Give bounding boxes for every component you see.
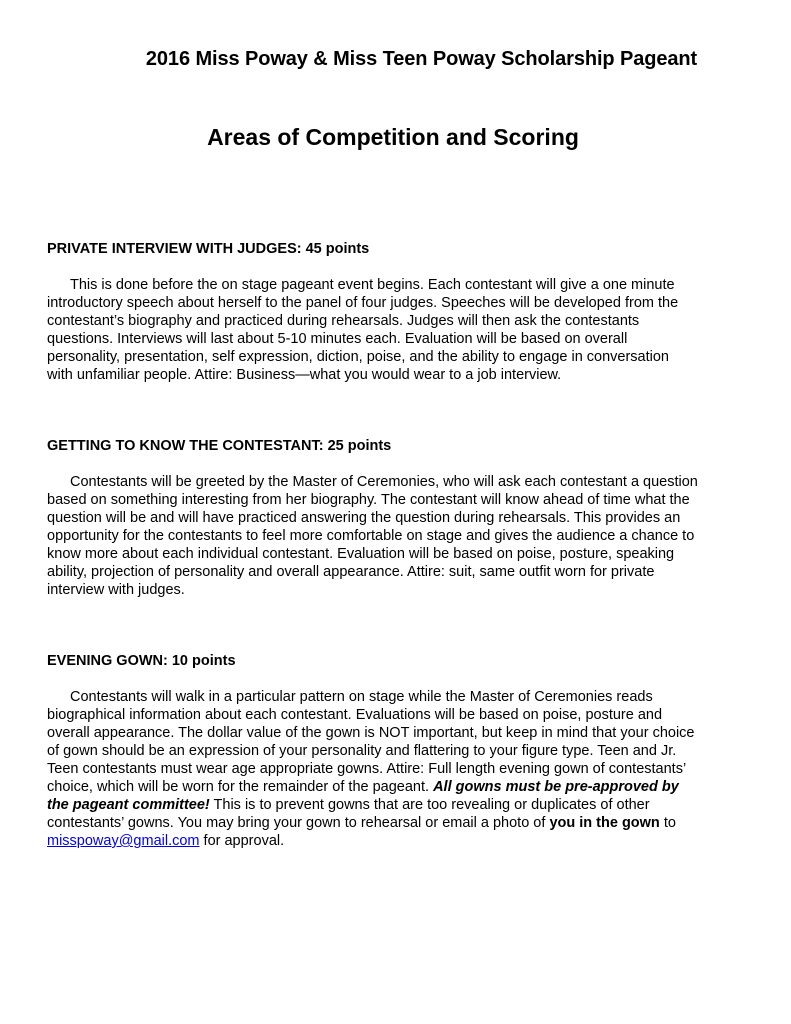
paragraph-line: contestant’s biography and practiced during rehearsals. Judges will then ask the contestants [47, 313, 640, 329]
section-body-getting-to-know [47, 473, 747, 599]
email-link[interactable]: misspoway@gmail.com [47, 833, 200, 849]
paragraph-line: question will be and will have practiced answering the question during rehearsals. This provides an [47, 510, 681, 526]
paragraph-line [47, 778, 747, 796]
emphasis-text: All gowns must be pre-approved by [433, 779, 679, 795]
paragraph-line [47, 796, 747, 814]
paragraph-line: with unfamiliar people. Attire: Business—what you would wear to a job interview. [47, 367, 562, 383]
paragraph-line [47, 832, 747, 850]
paragraph-line: introductory speech about herself to the panel of four judges. Speeches will be developed from the [47, 295, 679, 311]
paragraph-line: questions. Interviews will last about 5-10 minutes each. Evaluation will be based on overall [47, 331, 628, 347]
paragraph-line: overall appearance. The dollar value of the gown is NOT important, but keep in mind that your choice [47, 725, 695, 741]
text-run: choice, which will be worn for the remainder of the pageant. [47, 779, 434, 795]
paragraph-line: opportunity for the contestants to feel more comfortable on stage and gives the audience a chance to [47, 528, 695, 544]
text-run: This is to prevent gowns that are too revealing or duplicates of other [209, 797, 650, 813]
section-body-private-interview [47, 276, 747, 384]
emphasis-text: the pageant committee! [47, 797, 210, 813]
paragraph-line: personality, presentation, self expression, diction, poise, and the ability to engage in conversation [47, 349, 669, 365]
paragraph-line: know more about each individual contestant. Evaluation will be based on poise, posture, speaking [47, 546, 675, 562]
paragraph-line: This is done before the on stage pageant event begins. Each contestant will give a one minute [70, 277, 675, 293]
section-body-evening-gown [47, 688, 747, 850]
section-heading-getting-to-know: GETTING TO KNOW THE CONTESTANT: 25 points [47, 438, 392, 454]
paragraph-line [47, 814, 747, 832]
document-title: 2016 Miss Poway & Miss Teen Poway Scholarship Pageant [145, 48, 698, 70]
paragraph-line: of gown should be an expression of your personality and flattering to your figure type. Teen and Jr. [47, 743, 677, 759]
paragraph-line: interview with judges. [47, 582, 185, 598]
section-heading-evening-gown: EVENING GOWN: 10 points [47, 653, 236, 669]
document-subtitle: Areas of Competition and Scoring [207, 124, 579, 150]
paragraph-line: Contestants will walk in a particular pattern on stage while the Master of Ceremonies reads [70, 689, 653, 705]
paragraph-line: Teen contestants must wear age appropriate gowns. Attire: Full length evening gown of contestants’ [47, 761, 687, 777]
text-run: contestants’ gowns. You may bring your gown to rehearsal or email a photo of [47, 815, 550, 831]
section-heading-private-interview: PRIVATE INTERVIEW WITH JUDGES: 45 points [47, 241, 370, 257]
paragraph-line: based on something interesting from her biography. The contestant will know ahead of time what the [47, 492, 690, 508]
paragraph-line: ability, projection of personality and overall appearance. Attire: suit, same outfit worn for private [47, 564, 655, 580]
text-run: for approval. [199, 833, 285, 849]
paragraph-line: Contestants will be greeted by the Master of Ceremonies, who will ask each contestant a question [70, 474, 698, 490]
paragraph-line: biographical information about each contestant. Evaluations will be based on poise, posture and [47, 707, 663, 723]
text-run: to [659, 815, 676, 831]
bold-text: you in the gown [549, 815, 660, 831]
